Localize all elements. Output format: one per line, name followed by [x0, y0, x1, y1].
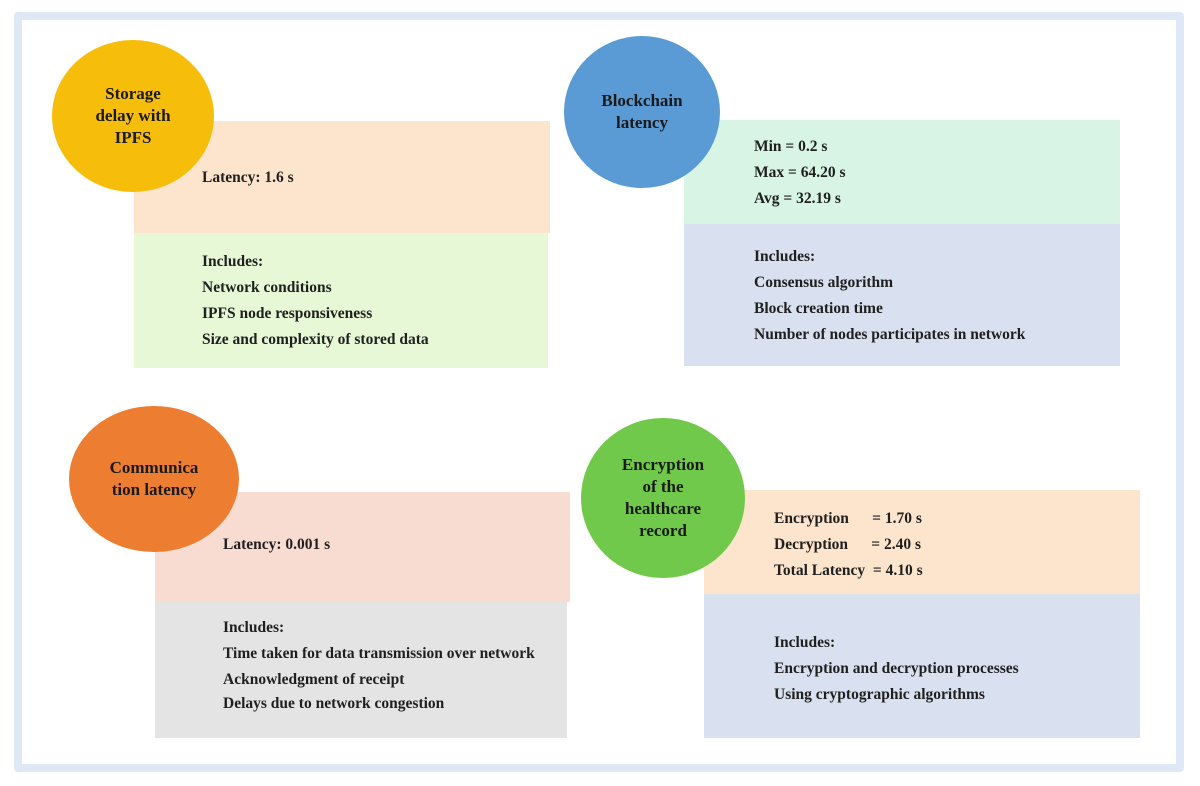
- blockchain-include-item: Consensus algorithm: [754, 274, 894, 291]
- communication-include-item: Time taken for data transmission over network: [223, 645, 535, 662]
- blockchain-include-item: Block creation time: [754, 300, 883, 317]
- storage-latency-value: Latency: 1.6 s: [202, 169, 294, 186]
- encryption-include-item: Encryption and decryption processes: [774, 660, 1019, 677]
- communication-include-item: Delays due to network congestion: [223, 695, 445, 712]
- encryption-stats-box: [704, 490, 1140, 594]
- storage-include-item: IPFS node responsiveness: [202, 305, 373, 322]
- storage-include-item: Size and complexity of stored data: [202, 331, 429, 348]
- diagram-canvas: [22, 20, 1176, 764]
- storage-title-line: Storage: [105, 84, 161, 103]
- encryption-includes-heading: Includes:: [774, 634, 836, 651]
- communication-title-line: Communica: [109, 458, 199, 477]
- storage-include-item: Network conditions: [202, 279, 332, 296]
- communication-includes-box: [155, 602, 567, 738]
- blockchain-stat: Max = 64.20 s: [754, 164, 846, 181]
- communication-title-line: tion latency: [111, 480, 197, 499]
- communication-latency-value: Latency: 0.001 s: [223, 536, 331, 553]
- encryption-stat: Encryption = 1.70 s: [774, 510, 922, 527]
- storage-includes-box: [134, 233, 548, 368]
- communication-includes-heading: Includes:: [223, 619, 285, 636]
- blockchain-stat: Min = 0.2 s: [754, 138, 828, 155]
- encryption-includes-box: [704, 594, 1140, 738]
- encryption-include-item: Using cryptographic algorithms: [774, 686, 985, 703]
- encryption-title-line: of the: [642, 477, 684, 496]
- encryption-title-line: Encryption: [621, 455, 705, 474]
- encryption-title-line: healthcare: [624, 499, 702, 518]
- storage-title-line: IPFS: [114, 128, 152, 147]
- blockchain-includes-box: [684, 224, 1120, 366]
- storage-title-circle: [52, 40, 214, 192]
- blockchain-title-circle: [564, 36, 720, 188]
- encryption-title-line: record: [639, 521, 687, 540]
- blockchain-stat: Avg = 32.19 s: [754, 190, 841, 207]
- communication-include-item: Acknowledgment of receipt: [223, 671, 405, 688]
- encryption-stat: Decryption = 2.40 s: [774, 536, 922, 553]
- blockchain-includes-heading: Includes:: [754, 248, 816, 265]
- blockchain-title-line: Blockchain: [601, 91, 683, 110]
- blockchain-stats-box: [684, 120, 1120, 224]
- blockchain-title-line: latency: [616, 113, 668, 132]
- communication-title-circle: [69, 406, 239, 552]
- blockchain-include-item: Number of nodes participates in network: [754, 326, 1026, 343]
- storage-title-line: delay with: [95, 106, 171, 125]
- encryption-title-circle: [581, 418, 745, 578]
- storage-includes-heading: Includes:: [202, 253, 264, 270]
- encryption-stat: Total Latency = 4.10 s: [774, 562, 923, 579]
